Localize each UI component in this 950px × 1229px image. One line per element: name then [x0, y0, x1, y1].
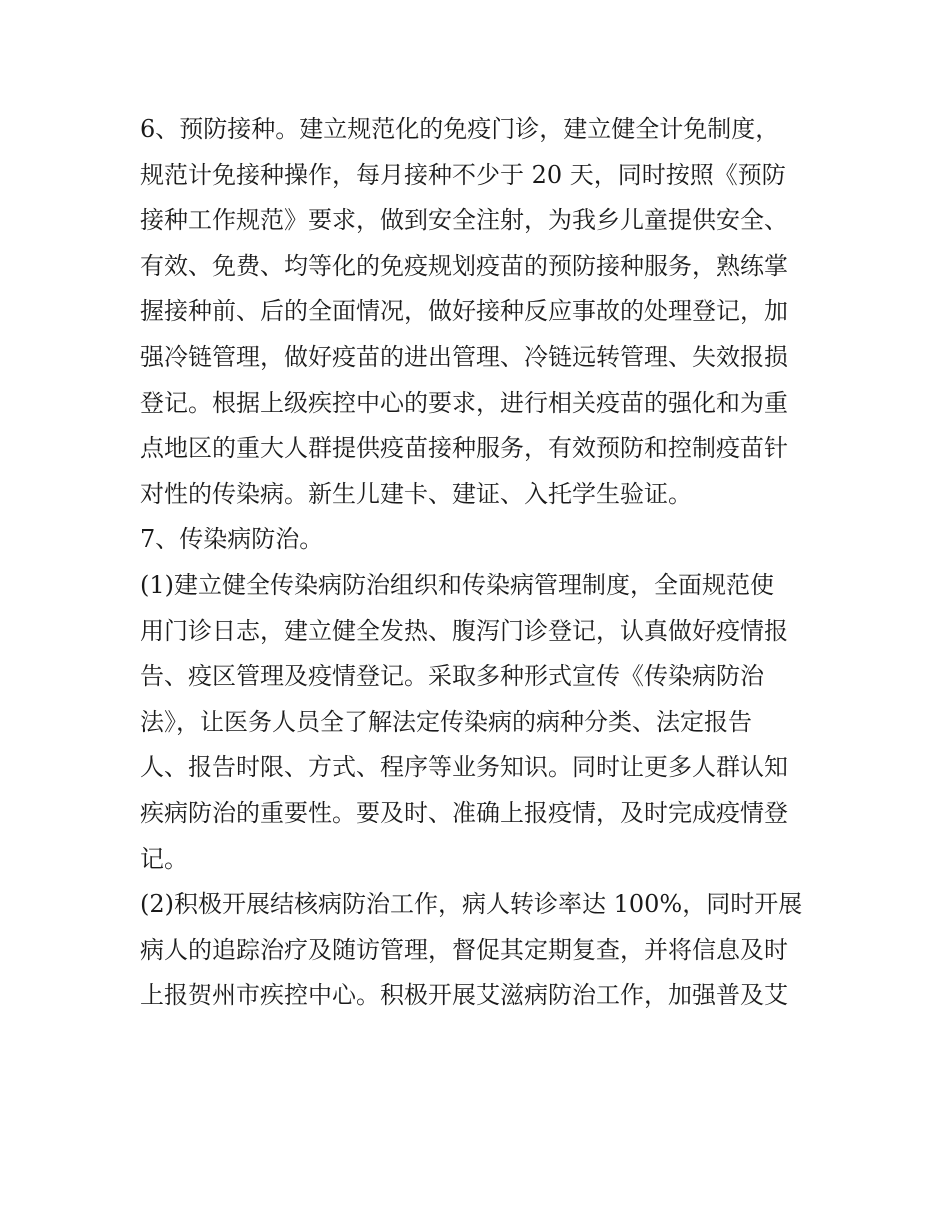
text-line: 疾病防治的重要性。要及时、准确上报疫情，及时完成疫情登: [140, 798, 788, 827]
text-line: 强冷链管理，做好疫苗的进出管理、冷链远转管理、失效报损: [140, 342, 788, 371]
text-line: 用门诊日志，建立健全发热、腹泻门诊登记，认真做好疫情报: [140, 616, 788, 645]
text-line: 记。: [140, 844, 188, 873]
text-line: 6、预防接种。建立规范化的免疫门诊，建立健全计免制度，: [140, 115, 780, 143]
text-line: 对性的传染病。新生儿建卡、建证、入托学生验证。: [140, 479, 692, 508]
text-line: 病人的追踪治疗及随访管理，督促其定期复查，并将信息及时: [140, 935, 788, 964]
text-line: 登记。根据上级疾控中心的要求，进行相关疫苗的强化和为重: [140, 388, 788, 417]
text-line: 人、报告时限、方式、程序等业务知识。同时让更多人群认知: [140, 753, 788, 782]
text-line: 接种工作规范》要求，做到安全注射，为我乡儿童提供安全、: [140, 206, 788, 235]
text-line: 握接种前、后的全面情况，做好接种反应事故的处理登记，加: [140, 297, 788, 326]
text-line: 有效、免费、均等化的免疫规划疫苗的预防接种服务，熟练掌: [140, 251, 788, 280]
text-line: 告、疫区管理及疫情登记。采取多种形式宣传《传染病防治: [140, 662, 764, 691]
text-line: (2)积极开展结核病防治工作，病人转诊率达 100%，同时开展: [140, 890, 803, 919]
text-line: 点地区的重大人群提供疫苗接种服务，有效预防和控制疫苗针: [140, 434, 788, 463]
text-line: 上报贺州市疾控中心。积极开展艾滋病防治工作，加强普及艾: [140, 981, 788, 1010]
document-body: [140, 107, 820, 1019]
text-line: 规范计免接种操作，每月接种不少于 20 天，同时按照《预防: [140, 160, 786, 189]
text-line: (1)建立健全传染病防治组织和传染病管理制度，全面规范使: [140, 570, 774, 599]
text-line: 法》，让医务人员全了解法定传染病的病种分类、法定报告: [140, 707, 752, 736]
section-heading: 7、传染病防治。: [140, 525, 324, 554]
